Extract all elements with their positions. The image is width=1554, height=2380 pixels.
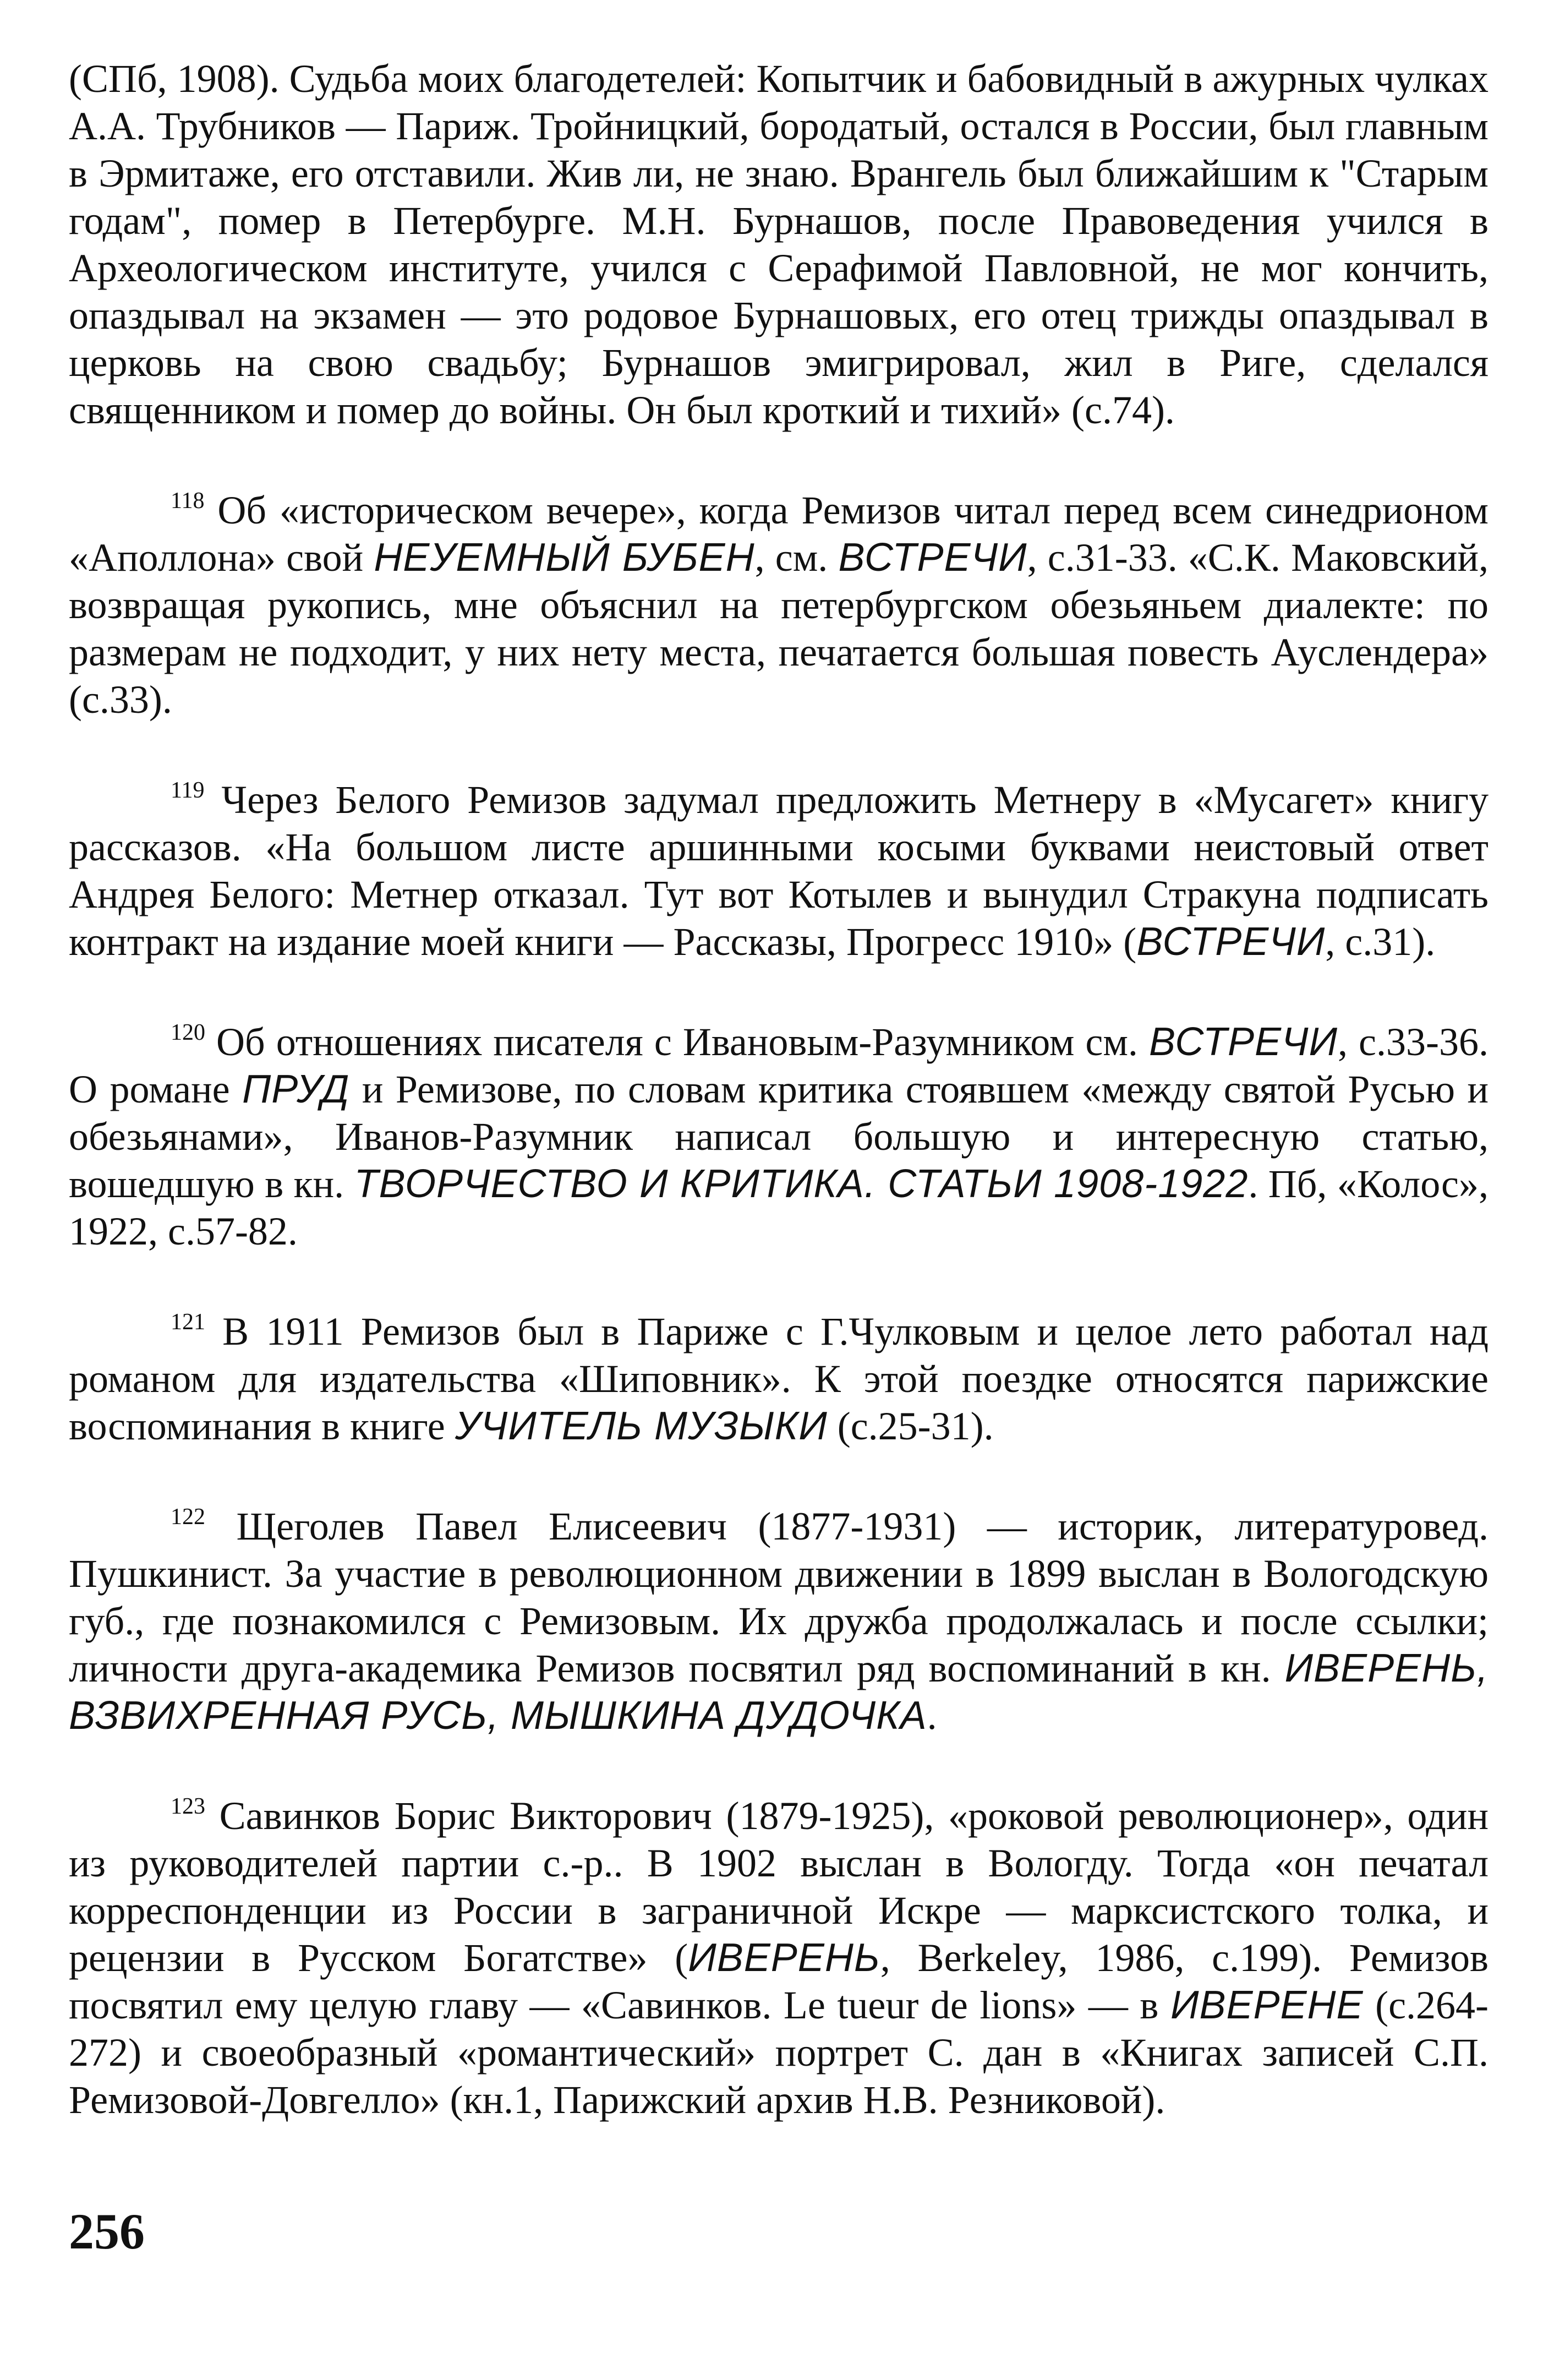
footnote-123: [69, 1792, 1489, 2124]
intro-paragraph: (СПб, 1908). Судьба моих благодетелей: Копытчик и бабовидный в ажурных чулках А.А. Трубников — Париж. Тройницкий, бородатый, остался в России, был главным в Эрмитаже, его отставили. Жив ли, не знаю. Врангель был ближайшим к "Старым годам", помер в Петербурге. М.Н. Бурнашов, после Правоведения учился в Археологическом институте, учился с Серафимой Павловной, не мог кончить, опаздывал на экзамен — это родовое Бурнашовых, его отец трижды опаздывал в церковь на свою свадьбу; Бурнашов эмигрировал, жил в Риге, сделался священником и помер до войны. Он был кроткий и тихий» (с.74).: [69, 57, 1489, 432]
footnote-118: [69, 487, 1489, 723]
footnote-text: Щеголев Павел Елисеевич (1877-1931) — историк, литературовед. Пушкинист. За участие в революционном движении в 1899 выслан в Вологодскую губ., где познакомился с Ремизовым. Их дружба продолжалась и после ссылки; личности друга-академика Ремизов посвятил ряд воспоминаний в кн.: [69, 1504, 1489, 1690]
footnote-text: Об отношениях писателя с Ивановым-Разумником см.: [205, 1020, 1149, 1064]
footnote-text: В 1911 Ремизов был в Париже с Г.Чулковым и целое лето работал над романом для издательства «Шиповник». К этой поездке относятся парижские воспоминания в книге: [69, 1309, 1489, 1448]
footnote-119: [69, 776, 1489, 965]
footnote-number: 119: [171, 778, 205, 803]
page-body: [69, 55, 1489, 2124]
footnote-text: (с.25-31).: [827, 1404, 994, 1448]
footnote-text: (с.264-272) и своеобразный «романтический» портрет С. дан в «Книгах записей С.П. Ремизовой-Довгелло» (кн.1, Парижский архив Н.В. Резниковой).: [69, 1983, 1489, 2122]
book-title: ИВЕРЕНЕ: [1170, 1983, 1364, 2027]
footnote-text: и Ремизове, по словам критика стоявшем «между святой Русью и обезьянами», Иванов-Разумник написал большую и интересную статью, вошедшую в кн.: [69, 1067, 1489, 1206]
footnote-122: [69, 1503, 1489, 1739]
book-title: ВСТРЕЧИ: [1136, 920, 1326, 964]
footnote-121: [69, 1308, 1489, 1450]
footnote-text: , с.31-33. «С.К. Маковский, возвращая рукопись, мне объяснил на петербургском обезьяньем диалекте: по размерам не подходит, у них нету места, печатается большая повесть Ауслендера» (с.33).: [69, 536, 1489, 722]
book-title: ВСТРЕЧИ: [838, 536, 1027, 580]
footnote-text: , см.: [754, 536, 839, 580]
book-title: НЕУЕМНЫЙ БУБЕН: [374, 536, 755, 580]
footnote-text: , Berkeley, 1986, с.199). Ремизов посвятил ему целую главу — «Савинков. Le tueur de lions» — в: [69, 1936, 1489, 2027]
footnote-text: . Пб, «Колос», 1922, с.57-82.: [69, 1162, 1489, 1253]
footnote-120: [69, 1018, 1489, 1255]
footnote-number: 123: [171, 1794, 205, 1819]
footnote-text: Через Белого Ремизов задумал предложить Метнеру в «Мусагет» книгу рассказов. «На большом листе аршинными косыми буквами неистовый ответ Андрея Белого: Метнер отказал. Тут вот Котылев и вынудил Стракуна подписать контракт на издание моей книги — Рассказы, Прогресс 1910» (: [69, 778, 1489, 964]
footnote-text: Савинков Борис Викторович (1879-1925), «роковой революционер», один из руководителей партии с.-р.. В 1902 выслан в Вологду. Тогда «он печатал корреспонденции из России в заграничной Искре — марксистского толка, и рецензии в Русском Богатстве» (: [69, 1794, 1489, 1980]
book-title: УЧИТЕЛЬ МУЗЫКИ: [455, 1404, 828, 1448]
book-title: ИВЕРЕНЬ, ВЗВИХРЕННАЯ РУСЬ, МЫШКИНА ДУДОЧКА: [69, 1646, 1489, 1738]
footnote-number: 121: [171, 1309, 205, 1335]
book-title: ВСТРЕЧИ: [1148, 1020, 1338, 1064]
book-title: ПРУД: [242, 1067, 350, 1111]
footnote-number: 122: [171, 1504, 205, 1530]
footnote-text: Об «историческом вечере», когда Ремизов читал перед всем синедрионом «Аполлона» свой: [69, 488, 1489, 580]
book-title: ИВЕРЕНЬ: [688, 1936, 880, 1980]
footnote-text: .: [927, 1694, 937, 1738]
footnotes: [69, 487, 1489, 2124]
footnote-text: , с.31).: [1325, 920, 1436, 964]
footnote-text: , с.33-36. О романе: [69, 1020, 1489, 1111]
footnote-number: 120: [171, 1020, 205, 1045]
page-number: 256: [69, 2203, 145, 2259]
footnote-number: 118: [171, 488, 205, 514]
book-title: ТВОРЧЕСТВО И КРИТИКА. СТАТЬИ 1908-1922: [354, 1162, 1249, 1206]
